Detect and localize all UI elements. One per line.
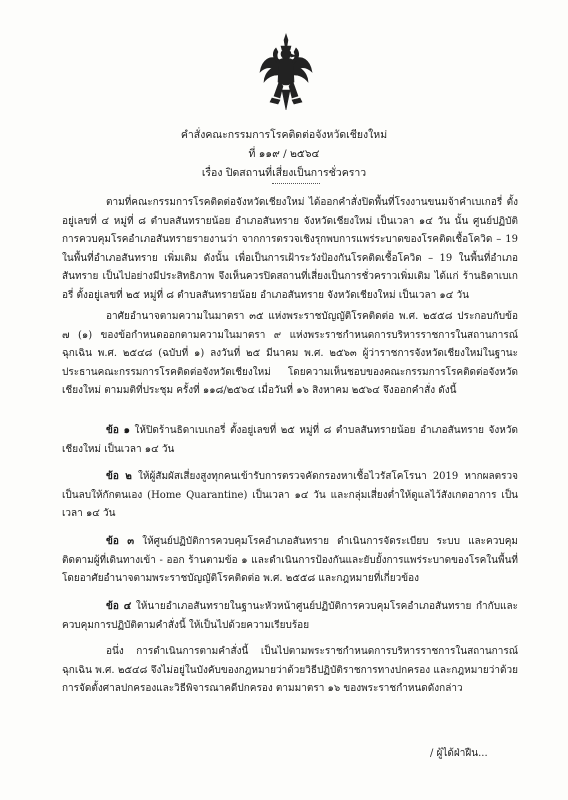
clause-3-heading: ข้อ ๓ [106, 536, 135, 547]
order-number: ที่ ๑๑๙ / ๒๕๖๔ [248, 148, 320, 160]
clause-2 [62, 468, 518, 524]
paragraph-authority: อาศัยอำนาจตามความในมาตรา ๓๕ แห่งพระราชบัญญัติโรคติดต่อ พ.ศ. ๒๕๕๘ ประกอบกับข้อ ๗ (๑) ของข้อกำหนดออกตามความในมาตรา ๙ แห่งพระราชกำหนดการบริหารราชการในสถานการณ์ฉุกเฉิน พ.ศ. ๒๕๔๘ (ฉบับที่ ๑) ลงวันที่ ๒๕ มีนาคม พ.ศ. ๒๕๖๓ ผู้ว่าราชการจังหวัดเชียงใหม่ในฐานะประธานคณะกรรมการโรคติดต่อจังหวัดเชียงใหม่ โดยความเห็นชอบของคณะกรรมการโรคติดต่อจังหวัดเชียงใหม่ ตามมติที่ประชุม ครั้งที่ ๑๑๘/๒๕๖๔ เมื่อวันที่ ๑๖ สิงหาคม ๒๕๖๔ จึงออกคำสั่ง ดังนี้ [62, 311, 518, 397]
clause-4-text: ให้นายอำเภอสันทรายในฐานะหัวหน้าศูนย์ปฏิบัติการควบคุมโรคอำเภอสันทราย กำกับและควบคุมการปฏิบัติตามคำสั่งนี้ ให้เป็นไปด้วยความเรียบร้อย [62, 601, 518, 631]
garuda-emblem-icon [258, 32, 314, 114]
paragraph-background: ตามที่คณะกรรมการโรคติดต่อจังหวัดเชียงใหม่ ได้ออกคำสั่งปิดพื้นที่โรงงานขนมจ้าคำเบเกอรี่ ตั้งอยู่เลขที่ ๔ หมู่ที่ ๘ ตำบลสันทรายน้อย อำเภอสันทราย จังหวัดเชียงใหม่ เป็นเวลา ๑๔ วัน นั้น ศูนย์ปฏิบัติการควบคุมโรคอำเภอสันทรายรายงานว่า จากการตรวจเชิงรุกพบการแพร่ระบาดของโรคติดเชื้อโควิด – 19 ในพื้นที่อำเภอสันทราย เพิ่มเติม ดังนั้น เพื่อเป็นการเฝ้าระวังป้องกันโรคติดเชื้อโควิด – 19 ในพื้นที่อำเภอสันทราย เป็นไปอย่างมีประสิทธิภาพ จึงเห็นควรปิดสถานที่เสี่ยงเป็นการชั่วคราวเพิ่มเติม ได้แก่ ร้านธิดาเบเกอรี่ ตั้งอยู่เลขที่ ๒๕ หมู่ที่ ๘ ตำบลสันทรายน้อย อำเภอสันทราย จังหวัดเชียงใหม่ เป็นเวลา ๑๔ วัน [62, 197, 518, 301]
clause-1 [62, 422, 518, 459]
order-title: คำสั่งคณะกรรมการโรคติดต่อจังหวัดเชียงใหม่ [180, 129, 388, 141]
clause-2-heading: ข้อ ๒ [106, 471, 132, 482]
clause-3-text: ให้ศูนย์ปฏิบัติการควบคุมโรคอำเภอสันทราย ดำเนินการจัดระเบียบ ระบบ และควบคุมติดตามผู้ที่เดินทางเข้า - ออก ร้านตามข้อ ๑ และดำเนินการป้องกันและยับยั้งการแพร่ระบาดของโรคในพื้นที่ โดยอาศัยอำนาจตามพระราชบัญญัติโรคติดต่อ พ.ศ. ๒๕๕๘ และกฎหมายที่เกี่ยวข้อง [62, 536, 518, 585]
header-separator [272, 183, 320, 184]
clause-4 [62, 598, 518, 635]
clause-4-heading: ข้อ ๔ [106, 601, 132, 612]
order-subject: เรื่อง ปิดสถานที่เสี่ยงเป็นการชั่วคราว [201, 167, 367, 179]
clause-3 [62, 533, 518, 589]
clause-1-text: ให้ปิดร้านธิดาเบเกอรี่ ตั้งอยู่เลขที่ ๒๕ หมู่ที่ ๘ ตำบลสันทรายน้อย อำเภอสันทราย จังหวัดเชียงใหม่ เป็นเวลา ๑๔ วัน [62, 425, 518, 455]
clause-1-heading: ข้อ ๑ [106, 425, 130, 436]
paragraph-notwithstanding: อนึ่ง การดำเนินการตามคำสั่งนี้ เป็นไปตามพระราชกำหนดการบริหารราชการในสถานการณ์ฉุกเฉิน พ.ศ. ๒๕๔๘ จึงไม่อยู่ในบังคับของกฎหมายว่าด้วยวิธีปฏิบัติราชการทางปกครอง และกฎหมายว่าด้วยการจัดตั้งศาลปกครองและวิธีพิจารณาคดีปกครอง ตามมาตรา ๑๖ ของพระราชกำหนดดังกล่าว [62, 646, 518, 695]
clause-2-text: ให้ผู้สัมผัสเสี่ยงสูงทุกคนเข้ารับการตรวจคัดกรองหาเชื้อไวรัสโคโรนา 2019 หากผลตรวจเป็นลบให้กักตนเอง (Home Quarantine) เป็นเวลา ๑๔ วัน และกลุ่มเสี่ยงต่ำให้ดูแลไว้สังเกตอาการ เป็นเวลา ๑๔ วัน [62, 471, 518, 520]
continuation-note: / ผู้ได้ฝ่าฝืน... [430, 748, 488, 759]
